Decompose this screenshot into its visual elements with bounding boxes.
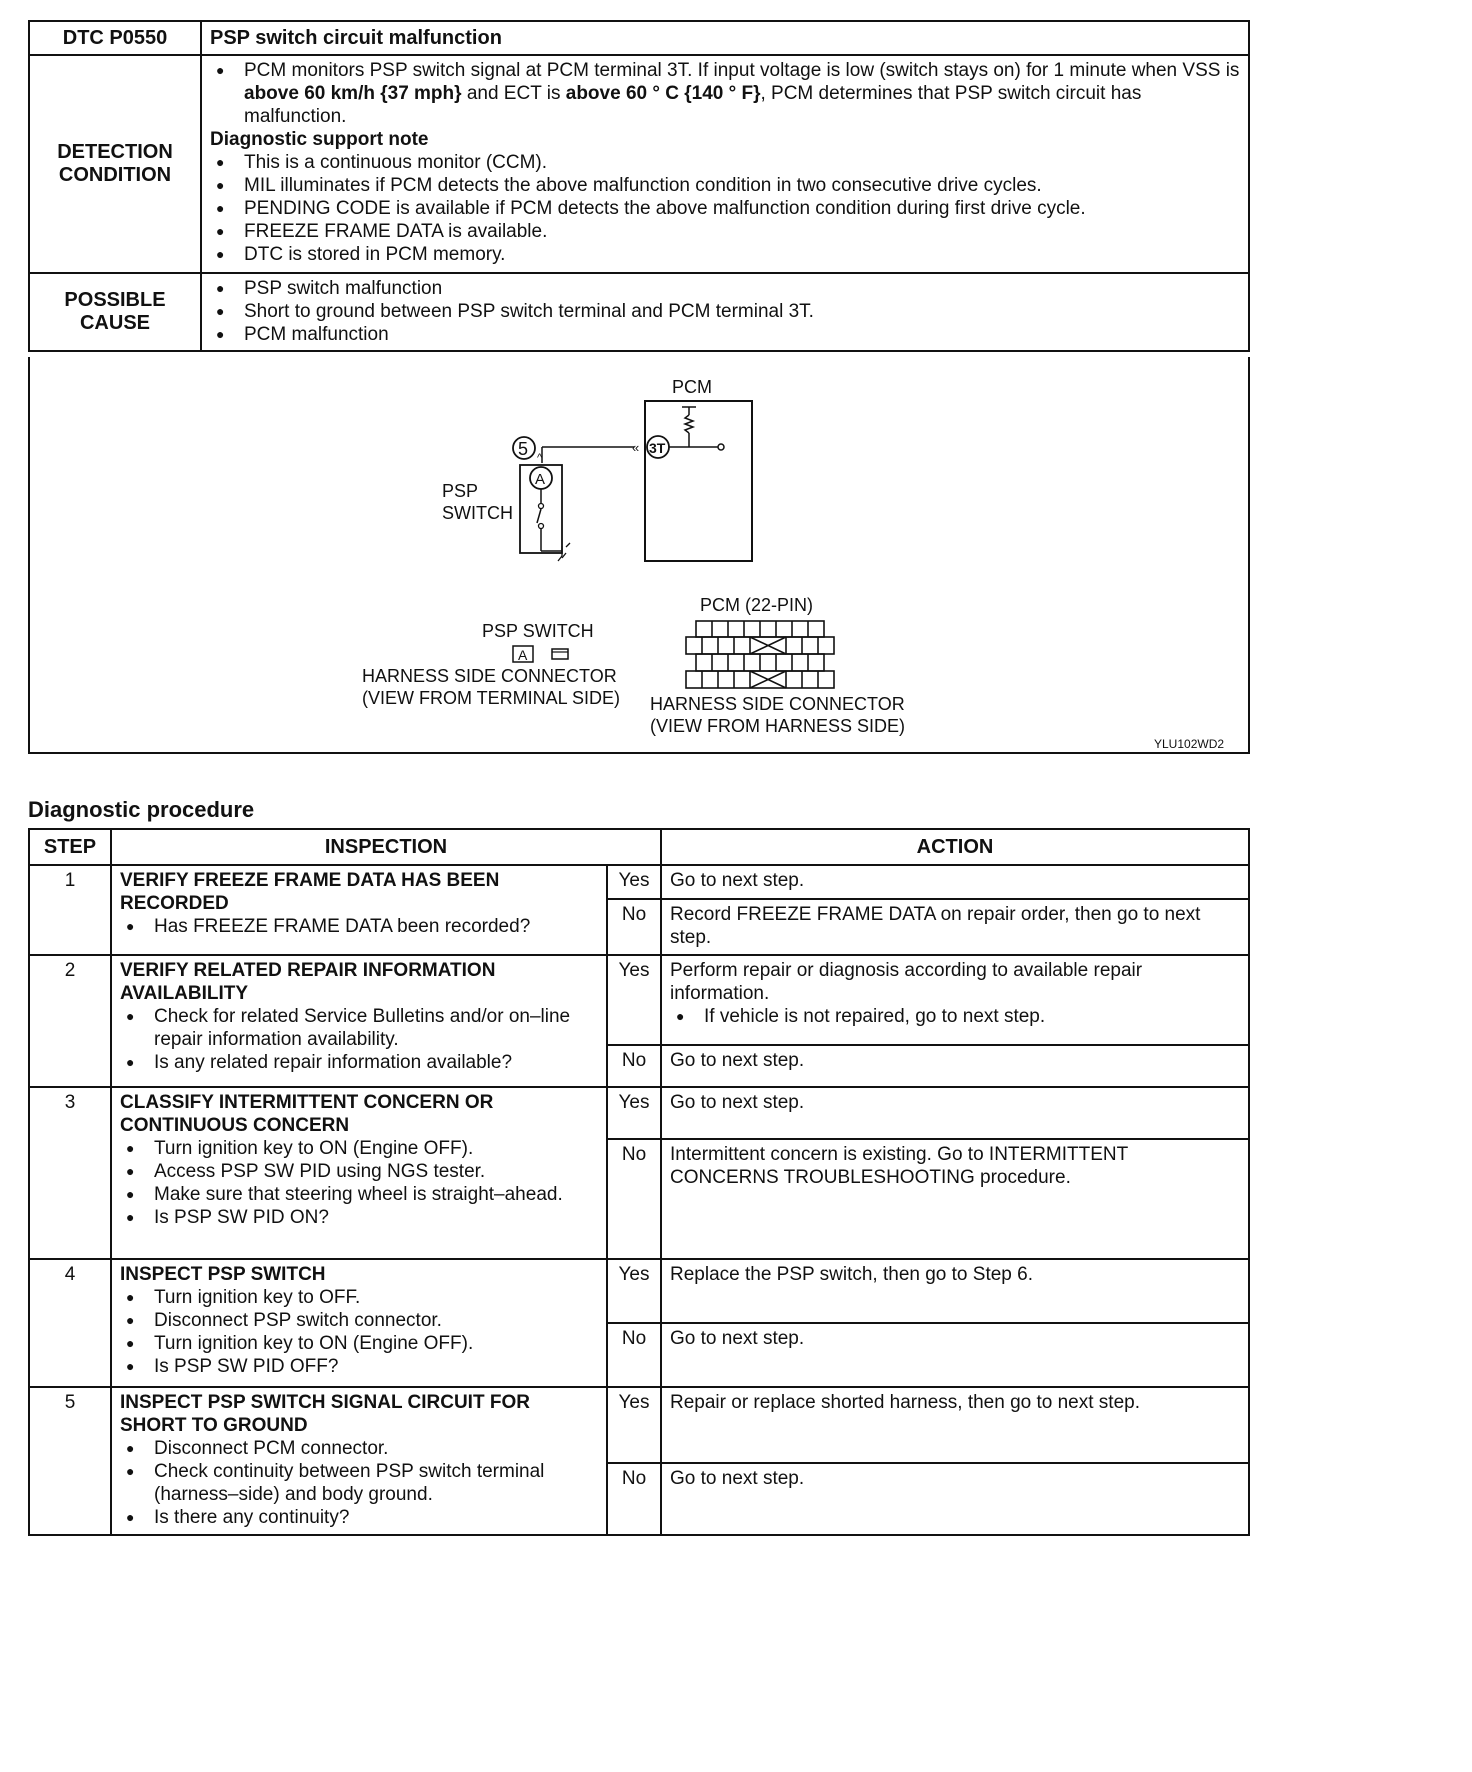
possible-cause-label: [29, 273, 201, 351]
detection-main-text: and ECT is: [461, 83, 566, 104]
step-number: 4: [29, 1259, 111, 1387]
procedure-header-row: [29, 829, 1249, 865]
step-items: [120, 1286, 598, 1378]
yes-action: Replace the PSP switch, then go to Step 6.: [661, 1259, 1249, 1323]
possible-cause-item: ● Short to ground between PSP switch terminal and PCM terminal 3T.: [210, 300, 1240, 323]
detection-row: [29, 55, 1249, 273]
no-action: Record FREEZE FRAME DATA on repair order, then go to next step.: [661, 899, 1249, 955]
pcm-conn-line: (VIEW FROM HARNESS SIDE): [650, 716, 906, 736]
possible-cause-item: ● PCM malfunction: [210, 323, 1240, 346]
support-note-item: ● This is a continuous monitor (CCM).: [210, 151, 1240, 174]
pcm22-connector-grid: [686, 621, 834, 688]
support-note-list: [210, 151, 1240, 266]
yes-action-cell: [661, 955, 1249, 1045]
figure-code: YLU102WD2: [1154, 737, 1225, 751]
detection-main-text: PCM monitors PSP switch signal at PCM terminal 3T. If input voltage is low (switch stays on) for 1 minute when VSS is: [244, 60, 1240, 81]
yes-label: Yes: [607, 1387, 661, 1463]
connector-a-label: A: [535, 471, 546, 488]
step-inspection: [111, 955, 607, 1087]
step-item: ● Is PSP SW PID ON?: [120, 1206, 598, 1229]
possible-cause-row: [29, 273, 1249, 351]
support-note-item: ● DTC is stored in PCM memory.: [210, 243, 1240, 266]
detection-content: [201, 55, 1249, 273]
step-item: ● Turn ignition key to ON (Engine OFF).: [120, 1332, 598, 1355]
vss-threshold: above 60 km/h {37 mph}: [244, 83, 462, 104]
yes-label: Yes: [607, 865, 661, 899]
step-title: VERIFY RELATED REPAIR INFORMATION AVAILABILITY: [120, 960, 496, 1004]
step-title: VERIFY FREEZE FRAME DATA HAS BEEN RECORDED: [120, 870, 500, 914]
possible-cause-label-line: CAUSE: [79, 312, 150, 334]
step-row: [29, 1387, 1249, 1463]
switch-contact: [539, 524, 544, 529]
terminal-3t-label: 3T: [649, 440, 666, 456]
psp-label: SWITCH: [442, 503, 513, 523]
step-number: 5: [29, 1387, 111, 1535]
header-inspection: INSPECTION: [111, 829, 661, 865]
switch-connector-mark: ^: [537, 452, 543, 464]
pcm-input-node: [718, 444, 724, 450]
detection-label: [29, 55, 201, 273]
step-row: [29, 1087, 1249, 1139]
psp-conn-line: (VIEW FROM TERMINAL SIDE): [362, 688, 621, 708]
detection-main-text: , PCM determines that PSP switch circuit has malfunction.: [244, 83, 1142, 127]
step-item: ● Disconnect PCM connector.: [120, 1437, 598, 1460]
procedure-title: Diagnostic procedure: [28, 797, 255, 822]
step-number: 1: [29, 865, 111, 955]
dtc-header-row: [29, 21, 1249, 55]
ect-threshold: above 60 ° C {140 ° F}: [565, 83, 761, 104]
step-number: 3: [29, 1087, 111, 1259]
step-inspection: [111, 1387, 607, 1535]
step-item: ● Check continuity between PSP switch terminal (harness–side) and body ground.: [120, 1460, 598, 1506]
support-note-title: Diagnostic support note: [210, 129, 429, 150]
no-label: No: [607, 1323, 661, 1387]
step-item: ● Check for related Service Bulletins and/or on–line repair information availability.: [120, 1005, 598, 1051]
step-item: ● Turn ignition key to ON (Engine OFF).: [120, 1137, 598, 1160]
header-action: ACTION: [661, 829, 1249, 865]
dtc-title: PSP switch circuit malfunction: [201, 21, 1249, 55]
detection-label-line: CONDITION: [58, 164, 172, 186]
step-title: CLASSIFY INTERMITTENT CONCERN OR CONTINUOUS CONCERN: [120, 1092, 494, 1136]
yes-action: Go to next step.: [661, 1087, 1249, 1139]
step-item: ● Is any related repair information available?: [120, 1051, 598, 1074]
support-note-item: ● FREEZE FRAME DATA is available.: [210, 220, 1240, 243]
step-inspection: [111, 1259, 607, 1387]
pcm-label: PCM: [672, 377, 712, 397]
dtc-code: DTC P0550: [29, 21, 201, 55]
switch-contact: [539, 504, 544, 509]
pcm-conn-line: HARNESS SIDE CONNECTOR: [650, 694, 905, 714]
yes-label: Yes: [607, 1087, 661, 1139]
psp-conn-shape: [552, 649, 568, 659]
step-row: [29, 865, 1249, 899]
support-note-item: ● MIL illuminates if PCM detects the above malfunction condition in two consecutive drive cycles.: [210, 174, 1240, 197]
step-item: ● Turn ignition key to OFF.: [120, 1286, 598, 1309]
no-action: Intermittent concern is existing. Go to INTERMITTENT CONCERNS TROUBLESHOOTING procedure.: [661, 1139, 1249, 1259]
step-row: [29, 1259, 1249, 1323]
possible-cause-item: ● PSP switch malfunction: [210, 277, 1240, 300]
yes-action-sub-list: [670, 1005, 1240, 1028]
detection-main-item: [210, 59, 1240, 128]
possible-cause-list: [210, 277, 1240, 346]
procedure-table: [28, 828, 1250, 1536]
step-item: ● Has FREEZE FRAME DATA been recorded?: [120, 915, 598, 938]
yes-action: Repair or replace shorted harness, then go to next step.: [661, 1387, 1249, 1463]
header-step: STEP: [29, 829, 111, 865]
switch-blade: [537, 509, 541, 523]
yes-label: Yes: [607, 1259, 661, 1323]
detection-label-line: DETECTION: [57, 141, 173, 163]
step-item: ● Make sure that steering wheel is straight–ahead.: [120, 1183, 598, 1206]
no-action: Go to next step.: [661, 1323, 1249, 1387]
psp-conn-title: PSP SWITCH: [482, 621, 594, 641]
psp-conn-line: HARNESS SIDE CONNECTOR: [362, 666, 617, 686]
step-item: ● Is there any continuity?: [120, 1506, 598, 1529]
step-title: INSPECT PSP SWITCH SIGNAL CIRCUIT FOR SHORT TO GROUND: [120, 1392, 530, 1436]
step-items: [120, 915, 598, 938]
wire-number-label: 5: [518, 439, 529, 459]
yes-action: Go to next step.: [661, 865, 1249, 899]
yes-action: Perform repair or diagnosis according to available repair information.: [670, 960, 1143, 1004]
no-label: No: [607, 1463, 661, 1535]
wiring-diagram-svg: [30, 357, 1252, 752]
pcm-connector-mark: «: [632, 440, 640, 455]
step-items: [120, 1005, 598, 1074]
yes-action-sub-item: ● If vehicle is not repaired, go to next step.: [670, 1005, 1240, 1028]
pcm-resistor: [685, 415, 693, 433]
step-items: [120, 1437, 598, 1529]
step-item: ● Is PSP SW PID OFF?: [120, 1355, 598, 1378]
possible-cause-content: [201, 273, 1249, 351]
step-item: ● Disconnect PSP switch connector.: [120, 1309, 598, 1332]
pcm-box: [645, 401, 752, 561]
psp-conn-terminal-label: A: [518, 647, 528, 663]
no-action: Go to next step.: [661, 1463, 1249, 1535]
pcm22-label: PCM (22-PIN): [700, 595, 814, 615]
no-action: Go to next step.: [661, 1045, 1249, 1087]
wiring-diagram: [28, 357, 1250, 754]
step-number: 2: [29, 955, 111, 1087]
support-note-item: ● PENDING CODE is available if PCM detects the above malfunction condition during first drive cycle.: [210, 197, 1240, 220]
possible-cause-label-line: POSSIBLE: [64, 289, 166, 311]
step-inspection: [111, 865, 607, 955]
yes-label: Yes: [607, 955, 661, 1045]
step-item: ● Access PSP SW PID using NGS tester.: [120, 1160, 598, 1183]
ground-symbol: [558, 543, 570, 561]
no-label: No: [607, 1045, 661, 1087]
step-items: [120, 1137, 598, 1229]
no-label: No: [607, 899, 661, 955]
step-row: [29, 955, 1249, 1045]
detection-main-list: [210, 59, 1240, 128]
dtc-info-table: [28, 20, 1250, 352]
step-title: INSPECT PSP SWITCH: [120, 1264, 326, 1285]
no-label: No: [607, 1139, 661, 1259]
psp-label: PSP: [442, 481, 479, 501]
step-inspection: [111, 1087, 607, 1259]
